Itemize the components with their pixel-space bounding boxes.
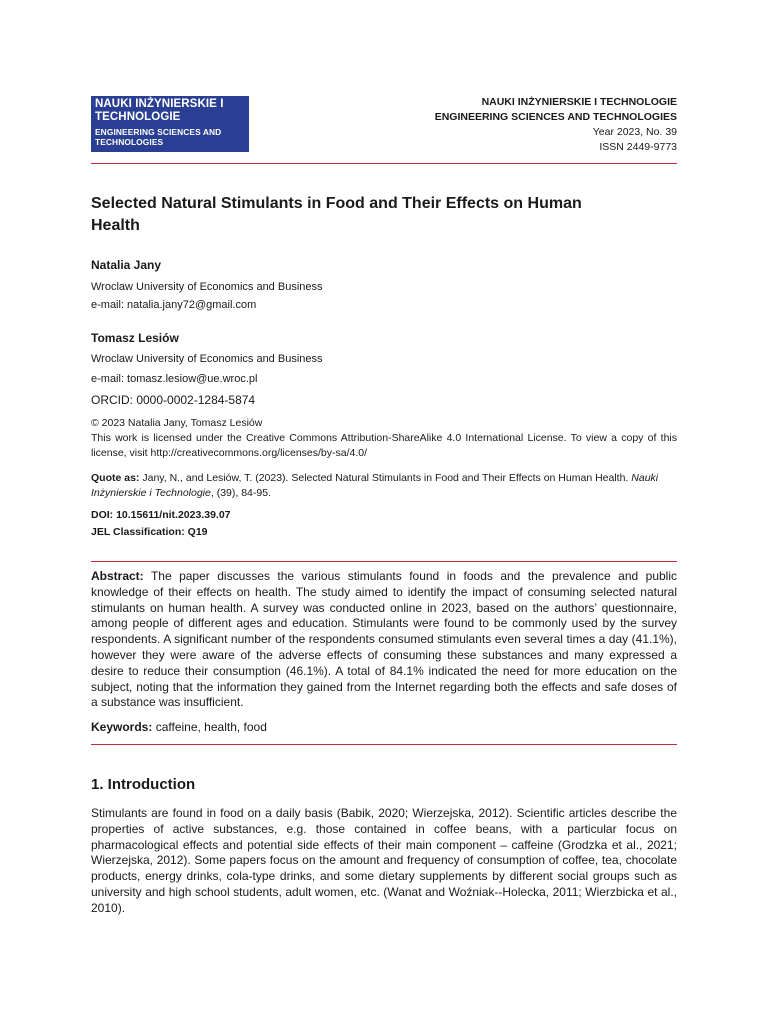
quote-label: Quote as: xyxy=(91,472,140,484)
logo-line-1: NAUKI INŻYNIERSKIE I TECHNOLOGIE xyxy=(95,98,224,123)
quote-journal: Nauki Inżynierskie i Technologie xyxy=(91,472,659,499)
quote-text: Jany, N., and Lesiów, T. (2023). Selected Natural Stimulants in Food and Their Effects on Human Health. xyxy=(139,472,632,484)
author-email: e-mail: natalia.jany72@gmail.com xyxy=(91,299,257,311)
abstract-top-rule xyxy=(91,561,677,562)
keywords-label: Keywords: xyxy=(91,720,153,734)
copyright: © 2023 Natalia Jany, Tomasz Lesiów xyxy=(91,417,263,429)
abstract-label: Abstract: xyxy=(91,569,144,583)
quote-tail: , (39), 84-95. xyxy=(210,487,271,499)
journal-logo xyxy=(91,96,249,152)
abstract-bottom-rule xyxy=(91,744,677,745)
journal-info xyxy=(435,95,677,155)
abstract-text: The paper discusses the various stimulants found in foods and the prevalence and public knowledge of their effects on health. The study aimed to identify the impact of consuming selected natural stimulants on human health. A survey was conducted online in 2023, based on the authors’ questionnaire, among people of different ages and education. Stimulants were found to be commonly used by the survey respondents. A significant number of the respondents consumed stimulants even several times a day (41.1%), however they were aware of the adverse effects of consuming these substances and many expressed a desire to reduce their consumption (46.1%). A total of 84.1% indicated the need for more education on the subject, noting that the information they gained from the Internet regarding both the effects and safe doses of a substance was insufficient. xyxy=(91,569,677,710)
author-affiliation: Wroclaw University of Economics and Business xyxy=(91,353,323,365)
author-name: Natalia Jany xyxy=(91,258,162,272)
jel-classification: JEL Classification: Q19 xyxy=(91,526,208,538)
license-block xyxy=(91,416,677,461)
logo-line-2: ENGINEERING SCIENCES AND TECHNOLOGIES xyxy=(95,127,222,147)
header-rule xyxy=(91,163,677,164)
journal-name-pl: NAUKI INŻYNIERSKIE I TECHNOLOGIE xyxy=(481,96,677,108)
author-email: e-mail: tomasz.lesiow@ue.wroc.pl xyxy=(91,373,258,385)
doi: DOI: 10.15611/nit.2023.39.07 xyxy=(91,509,231,521)
section-heading: 1. Introduction xyxy=(91,776,196,793)
abstract xyxy=(91,569,677,711)
orcid: ORCID: 0000-0002-1284-5874 xyxy=(91,393,256,407)
journal-name-en: ENGINEERING SCIENCES AND TECHNOLOGIES xyxy=(434,111,677,123)
quote-as xyxy=(91,471,677,501)
keywords xyxy=(91,720,267,734)
journal-year-issue: Year 2023, No. 39 xyxy=(592,126,677,138)
paper-title: Selected Natural Stimulants in Food and Their Effects on Human Health xyxy=(91,195,582,234)
license-text: This work is licensed under the Creative Commons Attribution-ShareAlike 4.0 International License. To view a copy of this license, visit http://creativecommons.org/licenses/by-sa/4.0/ xyxy=(91,432,677,459)
section-body: Stimulants are found in food on a daily basis (Babik, 2020; Wierzejska, 2012). Scientific articles describe the properties of active substances, e.g. those contained in coffee beans, with a particular focus on pharmacological effects and potential side effects of their main component – caffeine (Grodzka et al., 2021; Wierzejska, 2012). Some papers focus on the amount and frequency of consumption of coffee, tea, chocolate products, energy drinks, cola-type drinks, and some dietary supplements by different social groups such as university and high school students, adult women, etc. (Wanat and Woźniak--Holecka, 2011; Wierzbicka et al., 2010). xyxy=(91,806,677,915)
journal-issn: ISSN 2449-9773 xyxy=(599,141,677,153)
author-affiliation: Wroclaw University of Economics and Business xyxy=(91,281,323,293)
keywords-text: caffeine, health, food xyxy=(152,720,267,734)
author-name: Tomasz Lesiów xyxy=(91,331,179,345)
